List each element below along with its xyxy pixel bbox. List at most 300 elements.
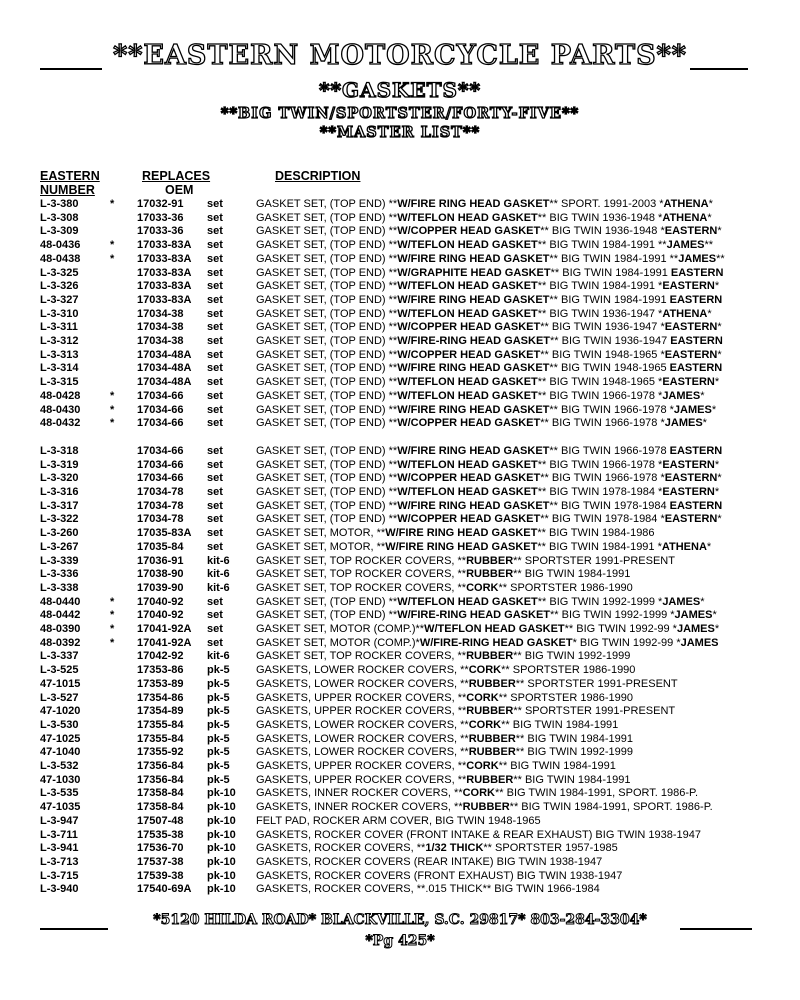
description-text: ** BIG TWIN 1992-99 *: [564, 623, 677, 635]
description: [256, 526, 655, 540]
description-text: *: [700, 389, 705, 402]
description-emphasis: RUBBER: [466, 568, 514, 581]
description: [256, 485, 719, 499]
description-text: GASKETS, ROCKER COVERS, **: [256, 842, 426, 855]
oem-number: 17035-83A: [137, 527, 192, 540]
oem-number: 17356-84: [137, 773, 184, 786]
package-unit: kit-6: [207, 650, 230, 663]
description-emphasis: W/FIRE RING HEAD GASKET: [397, 499, 550, 512]
oem-number: 17033-83A: [137, 252, 192, 265]
part-number: L-3-525: [40, 664, 79, 677]
part-number: 47-1030: [40, 773, 81, 786]
description-emphasis: ATHENA: [663, 198, 709, 210]
description-emphasis: W/TEFLON HEAD GASKET: [424, 623, 565, 635]
description-text: GASKETS, LOWER ROCKER COVERS, **: [256, 664, 469, 677]
description-emphasis: JAMES: [676, 623, 715, 635]
package-unit: pk-5: [207, 746, 230, 759]
package-unit: pk-10: [207, 787, 236, 800]
table-row: [0, 869, 800, 883]
table-row: [0, 458, 800, 472]
oem-number: 17355-84: [137, 732, 184, 745]
page-number: *Pg 425*: [365, 933, 435, 949]
oem-number: 17034-66: [137, 403, 184, 416]
description-emphasis: W/TEFLON HEAD GASKET: [397, 389, 538, 402]
table-row: [0, 279, 800, 293]
description: [256, 595, 705, 609]
package-unit: set: [207, 472, 223, 485]
package-unit: pk-5: [207, 773, 230, 786]
description: [256, 841, 618, 855]
description-text: GASKET SET, (TOP END) **: [256, 335, 398, 347]
table-row: [0, 882, 800, 896]
star-marker: *: [110, 417, 115, 430]
description-text: ** SPORTSTER 1991-PRESENT: [513, 554, 675, 567]
description-text: ** SPORTSTER 1991-PRESENT: [513, 705, 676, 718]
table-row: [0, 732, 800, 746]
package-unit: kit-6: [207, 581, 230, 594]
description: [256, 307, 712, 321]
description-text: *: [706, 540, 712, 553]
description-text: ** BIG TWIN 1948-1965 *: [537, 376, 663, 389]
description-text: GASKET SET, (TOP END) **: [256, 595, 398, 608]
part-number: 47-1040: [40, 746, 81, 759]
footer-address: *5120 HILDA ROAD* BLACKVILLE, S.C. 29817* 803-284-3304*: [153, 912, 647, 928]
oem-number: 17033-83A: [137, 280, 192, 293]
oem-number: 17537-38: [137, 855, 184, 868]
table-row: [0, 608, 800, 622]
oem-number: 17034-78: [137, 499, 184, 512]
part-number: 48-0438: [40, 252, 81, 265]
part-number: L-3-336: [40, 568, 79, 581]
description-text: ** BIG TWIN 1936-1947: [550, 335, 671, 347]
part-number: 48-0442: [40, 609, 81, 622]
table-row: [0, 403, 800, 417]
part-number: L-3-319: [40, 458, 79, 471]
description-emphasis: RUBBER: [466, 554, 514, 567]
description-emphasis: W/FIRE-RING HEAD GASKET: [397, 335, 550, 347]
package-unit: pk-5: [207, 691, 230, 704]
description-text: ** BIG TWIN 1984-1991: [550, 266, 671, 279]
oem-number: 17034-48A: [137, 376, 192, 389]
description: [256, 869, 622, 883]
table-row: [0, 677, 800, 691]
table-row: [0, 663, 800, 677]
description-emphasis: ATHENA: [662, 211, 708, 224]
description: [256, 554, 675, 568]
col-description-header: DESCRIPTION: [275, 169, 361, 183]
description-emphasis: W/FIRE-RING HEAD GASKET: [419, 636, 573, 649]
package-unit: set: [207, 376, 223, 389]
oem-number: 17039-90: [137, 581, 184, 594]
package-unit: set: [207, 225, 223, 238]
description-text: ** SPORTSTER 1986-1990: [501, 664, 636, 677]
description-emphasis: CORK: [466, 581, 499, 594]
star-marker: *: [110, 595, 115, 608]
package-unit: set: [207, 499, 223, 512]
description-emphasis: EASTERN: [662, 376, 715, 389]
table-row: [0, 581, 800, 595]
description-text: GASKET SET, TOP ROCKER COVERS, **: [256, 554, 467, 567]
description: [256, 211, 712, 225]
package-unit: pk-10: [207, 855, 236, 868]
oem-number: 17040-92: [137, 609, 184, 622]
description-emphasis: 1/32 THICK: [425, 842, 484, 855]
description-emphasis: W/FIRE RING HEAD GASKET: [397, 444, 550, 457]
description-emphasis: W/FIRE RING HEAD GASKET: [397, 252, 550, 265]
part-number: L-3-337: [40, 650, 79, 663]
part-number: 47-1020: [40, 705, 81, 718]
part-number: L-3-326: [40, 280, 79, 293]
oem-number: 17355-84: [137, 718, 184, 731]
package-unit: set: [207, 417, 223, 430]
oem-number: 17539-38: [137, 869, 184, 882]
description-text: GASKETS, ROCKER COVERS (REAR INTAKE) BIG TWIN 1938-1947: [256, 855, 603, 868]
description-emphasis: JAMES: [674, 609, 713, 622]
table-row: [0, 786, 800, 800]
package-unit: set: [207, 595, 223, 608]
package-unit: pk-10: [207, 828, 236, 841]
description: [256, 759, 616, 773]
description-text: ** BIG TWIN 1984-1991, SPORT. 1986-P.: [495, 787, 698, 800]
description-emphasis: JAMES: [664, 417, 703, 430]
description-text: ** BIG TWIN 1984-1991 **: [549, 252, 679, 265]
description-emphasis: ATHENA: [661, 540, 707, 553]
description-text: ** BIG TWIN 1992-1999: [515, 746, 633, 759]
description: [256, 416, 707, 430]
description-text: ** BIG TWIN 1966-1978 *: [549, 403, 674, 416]
part-number: L-3-311: [40, 321, 78, 334]
package-unit: pk-5: [207, 705, 230, 718]
table-row: [0, 554, 800, 568]
part-number: 47-1025: [40, 732, 81, 745]
description-emphasis: EASTERN: [664, 348, 718, 361]
part-number: L-3-308: [40, 211, 79, 224]
description-emphasis: JAMES: [662, 595, 701, 608]
description-emphasis: RUBBER: [462, 801, 510, 814]
col-eastern-header: EASTERN: [40, 169, 100, 183]
description-text: FELT PAD, ROCKER ARM COVER, BIG TWIN 1948-1965: [256, 814, 541, 827]
description-text: GASKET SET, (TOP END) **: [256, 486, 398, 498]
description-emphasis: RUBBER: [466, 773, 514, 786]
package-unit: set: [207, 527, 223, 540]
description-text: *: [717, 348, 722, 361]
description-text: *: [717, 225, 722, 238]
description: [256, 732, 633, 746]
description: [256, 649, 630, 663]
table-row: [0, 691, 800, 705]
description-text: ** BIG TWIN 1948-1965: [549, 362, 670, 375]
package-unit: pk-5: [207, 664, 230, 677]
description-emphasis: EASTERN: [669, 499, 723, 512]
description-text: *: [708, 198, 713, 210]
package-unit: set: [207, 198, 223, 210]
part-number: L-3-322: [40, 513, 79, 526]
package-unit: set: [207, 540, 223, 553]
description-text: ** BIG TWIN 1966-1978 *: [537, 458, 663, 471]
description-text: GASKET SET, (TOP END) **: [256, 239, 398, 252]
description-text: GASKETS, ROCKER COVERS, **.015 THICK** BIG TWIN 1966-1984: [256, 883, 600, 896]
description-text: ** BIG TWIN 1978-1984: [549, 499, 670, 512]
description-text: ** BIG TWIN 1992-1999: [513, 650, 631, 663]
table-row: [0, 197, 800, 211]
description-text: ** BIG TWIN 1992-1999 *: [550, 609, 675, 622]
oem-number: 17536-70: [137, 842, 184, 855]
package-unit: set: [207, 444, 223, 457]
part-number: 48-0436: [40, 239, 81, 252]
description-text: ** SPORTSTER 1986-1990: [498, 691, 633, 704]
oem-number: 17034-78: [137, 486, 184, 498]
star-marker: *: [110, 239, 115, 252]
package-unit: pk-5: [207, 677, 230, 690]
star-marker: *: [110, 403, 115, 416]
part-number: 48-0390: [40, 623, 81, 635]
part-number: L-3-318: [40, 444, 79, 457]
table-row: [0, 540, 800, 554]
description-text: GASKET SET, (TOP END) **: [256, 417, 398, 430]
description-emphasis: CORK: [466, 760, 499, 772]
description-text: ** BIG TWIN 1984-1991, SPORT. 1986-P.: [509, 801, 713, 814]
description-text: GASKET SET, (TOP END) **: [256, 458, 398, 471]
description-text: *: [714, 623, 720, 635]
description: [256, 458, 719, 472]
description-text: GASKET SET, MOTOR (COMP.)*: [256, 636, 420, 649]
description: [256, 266, 723, 280]
table-row: [0, 595, 800, 609]
col-number-header: NUMBER: [40, 183, 95, 197]
description-text: GASKET SET, (TOP END) **: [256, 499, 398, 512]
description-text: ** BIG TWIN 1984-1991 **: [537, 239, 667, 252]
description-text: GASKET SET, (TOP END) **: [256, 307, 398, 320]
oem-number: 17358-84: [137, 787, 184, 800]
table-row: [0, 307, 800, 321]
package-unit: pk-10: [207, 869, 236, 882]
part-number: L-3-325: [40, 266, 79, 279]
description-text: *: [717, 472, 722, 485]
part-number: L-3-315: [40, 376, 79, 389]
description-emphasis: W/COPPER HEAD GASKET: [397, 348, 541, 361]
description-emphasis: CORK: [468, 664, 502, 677]
table-row: [0, 444, 800, 458]
table-row: [0, 704, 800, 718]
description: [256, 718, 618, 732]
package-unit: set: [207, 362, 223, 375]
description-text: ** BIG TWIN 1936-1948 *: [537, 211, 663, 224]
description: [256, 348, 722, 362]
package-unit: set: [207, 389, 223, 402]
package-unit: pk-10: [207, 842, 236, 855]
table-row: [0, 320, 800, 334]
description-emphasis: EASTERN: [664, 472, 718, 485]
part-number: L-3-338: [40, 581, 79, 594]
oem-number: 17034-38: [137, 307, 184, 320]
description-emphasis: W/TEFLON HEAD GASKET: [397, 280, 538, 293]
description-emphasis: W/COPPER HEAD GASKET: [397, 417, 541, 430]
description-text: GASKETS, UPPER ROCKER COVERS, **: [256, 705, 467, 718]
part-number: 47-1015: [40, 677, 81, 690]
description-text: ** BIG TWIN 1984-1991: [501, 718, 619, 731]
table-row: [0, 622, 800, 636]
description-text: GASKET SET, (TOP END) **: [256, 444, 398, 457]
package-unit: set: [207, 623, 223, 635]
oem-number: 17033-83A: [137, 293, 192, 306]
table-row: [0, 499, 800, 513]
description-text: GASKETS, UPPER ROCKER COVERS, **: [256, 773, 467, 786]
description-text: GASKET SET, TOP ROCKER COVERS, **: [256, 568, 467, 581]
description-text: * BIG TWIN 1992-99 *: [572, 636, 681, 649]
table-row: [0, 471, 800, 485]
table-row: [0, 567, 800, 581]
part-number: L-3-940: [40, 883, 79, 896]
table-row: [0, 293, 800, 307]
description-text: *: [717, 321, 722, 334]
footer-rule-right: [680, 928, 752, 930]
description-text: ** BIG TWIN 1984-1986: [537, 527, 655, 540]
description-emphasis: W/TEFLON HEAD GASKET: [397, 307, 538, 320]
part-number: 48-0430: [40, 403, 81, 416]
description-emphasis: RUBBER: [466, 705, 514, 718]
description-text: ** BIG TWIN 1936-1947 *: [540, 321, 665, 334]
part-number: 48-0440: [40, 595, 81, 608]
description-text: GASKET SET, (TOP END) **: [256, 376, 398, 389]
description: [256, 786, 698, 800]
description-text: *: [707, 211, 712, 224]
part-number: L-3-312: [40, 335, 79, 347]
description-text: GASKETS, UPPER ROCKER COVERS, **: [256, 691, 467, 704]
description-text: GASKET SET, (TOP END) **: [256, 252, 398, 265]
description-emphasis: RUBBER: [468, 732, 516, 745]
table-row: [0, 855, 800, 869]
description: [256, 499, 722, 513]
oem-number: 17036-91: [137, 554, 184, 567]
description-emphasis: W/FIRE RING HEAD GASKET: [385, 527, 538, 540]
part-number: L-3-313: [40, 348, 79, 361]
oem-number: 17032-91: [137, 198, 184, 210]
description: [256, 704, 675, 718]
star-marker: *: [110, 198, 115, 210]
description-text: *: [714, 458, 720, 471]
oem-number: 17034-66: [137, 458, 184, 471]
package-unit: pk-10: [207, 814, 236, 827]
oem-number: 17034-66: [137, 472, 184, 485]
package-unit: set: [207, 335, 223, 347]
package-unit: set: [207, 252, 223, 265]
oem-number: 17540-69A: [137, 883, 192, 896]
description-emphasis: JAMES: [666, 239, 705, 252]
description-text: ** BIG TWIN 1984-1991: [513, 568, 631, 581]
table-row: [0, 636, 800, 650]
description-text: ** BIG TWIN 1978-1984 *: [537, 486, 663, 498]
description-text: *: [717, 513, 722, 526]
description-text: GASKET SET, (TOP END) **: [256, 513, 398, 526]
description-text: ** SPORTSTER 1986-1990: [498, 581, 633, 594]
description: [256, 389, 705, 403]
description-emphasis: ATHENA: [662, 307, 708, 320]
oem-number: 17033-83A: [137, 239, 192, 252]
description-text: GASKET SET, TOP ROCKER COVERS, **: [256, 581, 467, 594]
description-text: ** BIG TWIN 1936-1947 *: [537, 307, 663, 320]
description-emphasis: EASTERN: [664, 225, 718, 238]
description-text: ** BIG TWIN 1936-1948 *: [540, 225, 665, 238]
description-text: ** BIG TWIN 1966-1978 *: [540, 417, 665, 430]
description-emphasis: RUBBER: [468, 746, 516, 759]
description-text: *: [712, 609, 717, 622]
package-unit: pk-5: [207, 760, 230, 772]
description-text: GASKETS, ROCKER COVERS (FRONT EXHAUST) BIG TWIN 1938-1947: [256, 869, 623, 882]
part-number: L-3-713: [40, 855, 79, 868]
description: [256, 581, 633, 595]
oem-number: 17034-48A: [137, 362, 192, 375]
description-emphasis: W/FIRE RING HEAD GASKET: [385, 540, 538, 553]
description-text: GASKETS, UPPER ROCKER COVERS, **: [256, 760, 467, 772]
description: [256, 855, 602, 869]
oem-number: 17041-92A: [137, 636, 192, 649]
description-emphasis: EASTERN: [669, 362, 723, 375]
description-emphasis: JAMES: [673, 403, 712, 416]
description-text: ** BIG TWIN 1966-1978 *: [540, 472, 665, 485]
part-number: L-3-339: [40, 554, 79, 567]
description: [256, 636, 719, 650]
package-unit: set: [207, 636, 223, 649]
company-title: **EASTERN MOTORCYCLE PARTS**: [113, 40, 687, 71]
description-text: GASKETS, INNER ROCKER COVERS, **: [256, 787, 463, 800]
description-text: ** BIG TWIN 1984-1991: [515, 732, 633, 745]
package-unit: pk-5: [207, 718, 230, 731]
oem-number: 17507-48: [137, 814, 184, 827]
oem-number: 17034-48A: [137, 348, 192, 361]
description-text: ** BIG TWIN 1984-1991: [513, 773, 631, 786]
description-text: GASKETS, LOWER ROCKER COVERS, **: [256, 677, 469, 690]
description: [256, 375, 719, 389]
description: [256, 773, 631, 787]
part-number: L-3-527: [40, 691, 79, 704]
oem-number: 17354-89: [137, 705, 184, 718]
description-emphasis: W/FIRE RING HEAD GASKET: [397, 362, 550, 375]
oem-number: 17034-78: [137, 513, 184, 526]
package-unit: set: [207, 293, 223, 306]
table-row: [0, 485, 800, 499]
table-row: [0, 224, 800, 238]
description-text: ** BIG TWIN 1948-1965 *: [540, 348, 665, 361]
oem-number: 17035-84: [137, 540, 184, 553]
part-number: L-3-320: [40, 472, 79, 485]
package-unit: set: [207, 239, 223, 252]
description-text: *: [714, 376, 720, 389]
description-emphasis: W/COPPER HEAD GASKET: [397, 321, 541, 334]
description-emphasis: RUBBER: [466, 650, 514, 663]
description: [256, 567, 630, 581]
description-text: GASKET SET, (TOP END) **: [256, 609, 398, 622]
description-emphasis: CORK: [466, 691, 499, 704]
description-text: GASKETS, LOWER ROCKER COVERS, **: [256, 746, 469, 759]
package-unit: kit-6: [207, 554, 230, 567]
description-text: ** BIG TWIN 1984-1991: [549, 293, 670, 306]
description-text: ** SPORTSTER 1957-1985: [483, 842, 618, 855]
star-marker: *: [110, 252, 115, 265]
package-unit: set: [207, 280, 223, 293]
description-text: GASKET SET, MOTOR, **: [256, 527, 386, 540]
package-unit: kit-6: [207, 568, 230, 581]
description-text: GASKET SET, (TOP END) **: [256, 293, 398, 306]
description-text: ** SPORT. 1991-2003 *: [549, 198, 664, 210]
star-marker: *: [110, 389, 115, 402]
oem-number: 17535-38: [137, 828, 184, 841]
table-row: [0, 773, 800, 787]
table-row: [0, 375, 800, 389]
description: [256, 238, 713, 252]
part-number: L-3-260: [40, 527, 79, 540]
description-emphasis: W/FIRE-RING HEAD GASKET: [397, 609, 550, 622]
description-text: ** BIG TWIN 1984-1991 *: [537, 280, 663, 293]
